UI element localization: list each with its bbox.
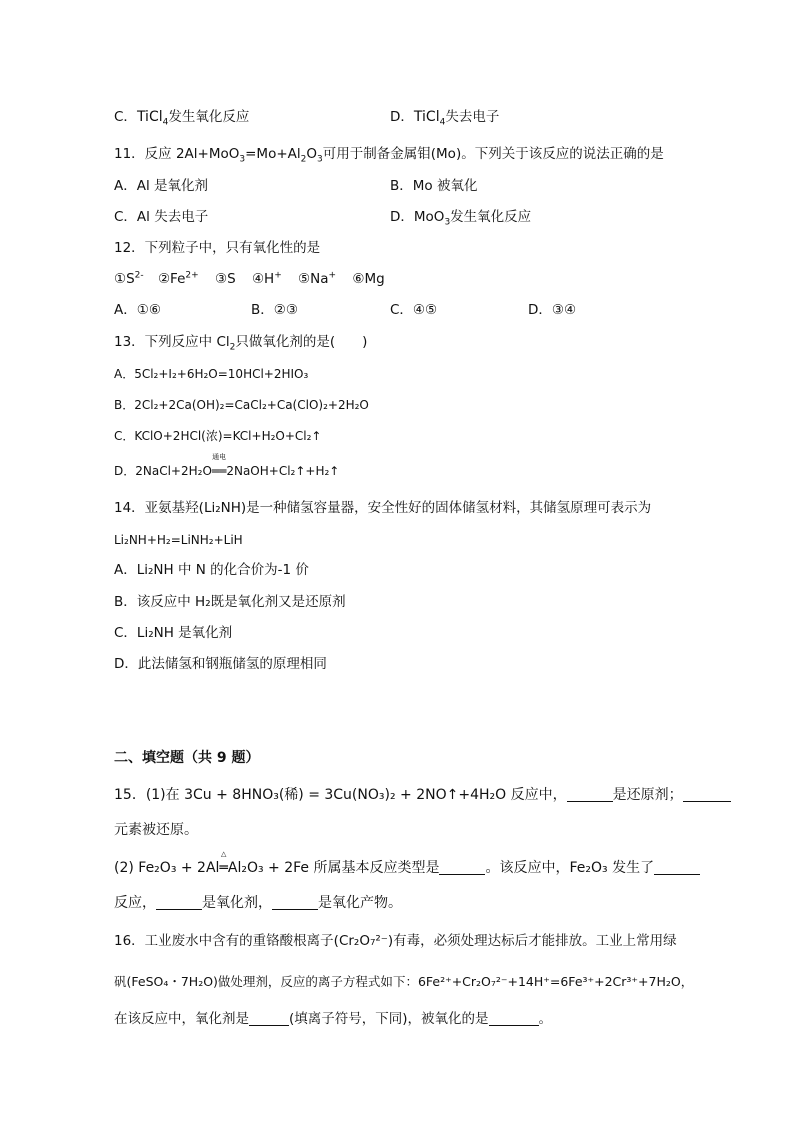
q16-line-2: 矾(FeSO₄・7H₂O)做处理剂，反应的离子方程式如下：6Fe²⁺+Cr₂O₇²⁻+14H⁺=6Fe³⁺+2Cr³⁺+7H₂O， (114, 974, 694, 989)
q14-option-a: A．Li₂NH 中 N 的化合价为-1 价 (114, 562, 309, 578)
q15-blank-5[interactable] (156, 895, 202, 910)
q12-particle-2: $②Fe^{2+}$ (157, 270, 199, 287)
q12-option-a: A．①⑥ (114, 302, 161, 318)
q14-option-b: B．该反应中 H₂既是氧化剂又是还原剂 (114, 594, 346, 610)
q10-option-row (114, 108, 500, 128)
q13-option-d: D．2NaCl+2H₂O 通电 ══2NaOH+Cl₂↑+H₂↑ (114, 453, 340, 478)
q11-option-d: D．MoO$_3$发生氧化反应 (390, 209, 532, 228)
q13-option-c: C．KClO+2HCl(浓)=KCl+H₂O+Cl₂↑ (114, 429, 322, 443)
q12-stem: 12．下列粒子中，只有氧化性的是 (114, 240, 321, 256)
q12-particle-1: $①S^{2-}$ (114, 270, 144, 287)
q12-particle-4: ④H+ (251, 270, 282, 287)
q15-part-1-line-2: 元素被还原。 (114, 822, 198, 838)
q15-blank-6[interactable] (272, 895, 318, 910)
q15-part-2-line-2: 反应， 是氧化剂， 是氧化产物。 (114, 895, 402, 911)
q15-part-1-line-1: 15．(1)在 3Cu + 8HNO₃(稀) = 3Cu(NO₃)₂ + 2NO↑+4H₂O 反应中， 是还原剂； (114, 786, 731, 804)
q16-blank-1[interactable] (249, 1011, 289, 1026)
q12-particles (114, 270, 385, 288)
q10-option-d: D．TiCl$_4$失去电子 (390, 109, 500, 128)
q11-option-row-1 (114, 177, 478, 195)
q11-option-row-2 (114, 208, 532, 228)
electrolysis-condition-arrow: 通电 ══ (211, 453, 227, 478)
q11-option-a: A．Al 是氧化剂 (114, 178, 209, 194)
q15-blank-3[interactable] (439, 860, 485, 875)
q11-option-b: B．Mo 被氧化 (390, 178, 478, 194)
q11-option-c: C．Al 失去电子 (114, 209, 209, 225)
q14-option-c: C．Li₂NH 是氧化剂 (114, 625, 233, 641)
q15-blank-2[interactable] (683, 787, 731, 802)
q16-blank-2[interactable] (489, 1011, 539, 1026)
q16-line-3: 在该反应中，氧化剂是 (填离子符号，下同)，被氧化的是 。 (114, 1011, 553, 1027)
q15-blank-1[interactable] (567, 787, 613, 802)
q12-option-d: D．③④ (528, 302, 577, 318)
q14-stem-line-1: 14．亚氨基羟(Li₂NH)是一种储氢容量器，安全性好的固体储氢材料，其储氢原理可表示为 (114, 500, 652, 516)
heat-condition-arrow: △ ═ (219, 850, 228, 876)
q12-option-c: C．④⑤ (390, 302, 438, 318)
q12-particle-6: ⑥Mg (352, 271, 385, 287)
q12-option-b: B．②③ (251, 302, 298, 318)
q14-stem-line-2: Li₂NH+H₂=LiNH₂+LiH (114, 533, 243, 547)
q15-part-2-line-1: (2) Fe₂O₃ + 2Al △ ═Al₂O₃ + 2Fe 所属基本反应类型是 。该反应中，Fe₂O₃ 发生了 (114, 859, 700, 877)
q12-particle-3: ③S (214, 271, 236, 287)
q13-stem: 13．下列反应中 $Cl_2$只做氧化剂的是( ) (114, 334, 368, 353)
q16-line-1: 16．工业废水中含有的重铬酸根离子(Cr₂O₇²⁻)有毒，必须处理达标后才能排放。工业上常用绿 (114, 933, 677, 949)
q12-particle-5: ⑤Na+ (298, 270, 337, 287)
q13-option-a: A．5Cl₂+I₂+6H₂O=10HCl+2HIO₃ (114, 367, 309, 381)
q11-stem: 11．反应 $2Al+MoO_3=Mo+Al_2O_3$可用于制备金属钼(Mo)。下列关于该反应的说法正确的是 (114, 146, 664, 165)
q10-option-c: C．TiCl$_4$发生氧化反应 (114, 109, 250, 128)
q13-option-b: B．2Cl₂+2Ca(OH)₂=CaCl₂+Ca(ClO)₂+2H₂O (114, 398, 369, 412)
q14-option-d: D．此法储氢和钢瓶储氢的原理相同 (114, 656, 327, 672)
q15-blank-4[interactable] (654, 860, 700, 875)
section-2-title: 二、填空题（共 9 题） (114, 750, 260, 766)
